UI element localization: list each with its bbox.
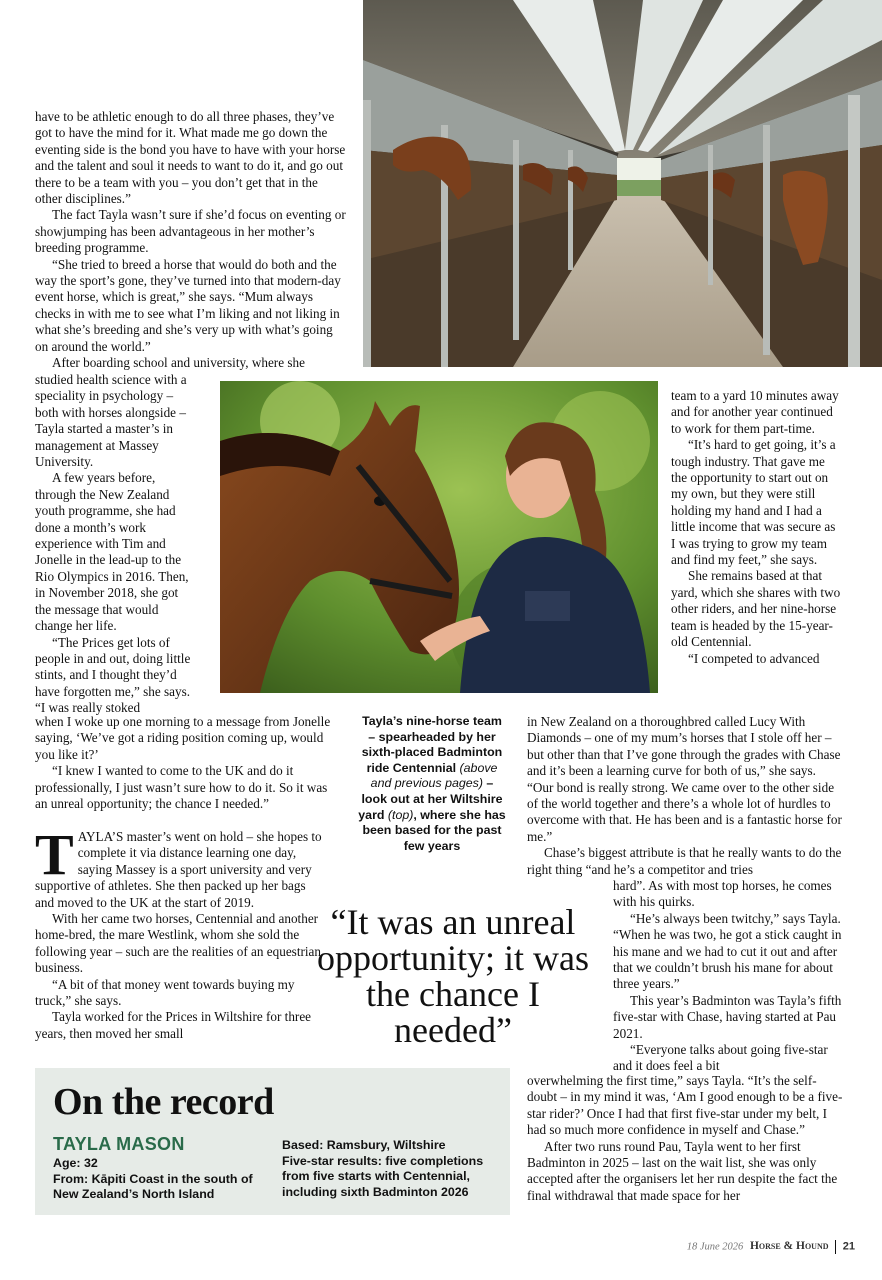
on-the-record-box (35, 1068, 510, 1215)
paragraph: have to be athletic enough to do all three phases, they’ve got to have the mind for it. What made me go down the eventing side is the bond you have to have with your horse and the talent and soul it needs to want to do it, and go out there to be a team with you – you don’t get that in the other disciplines.” (35, 109, 346, 207)
record-title: On the record (53, 1081, 274, 1123)
age-value: 32 (84, 1156, 98, 1170)
paragraph: “A bit of that money went towards buying my truck,” she says. (35, 976, 295, 1009)
paragraph: in New Zealand on a thoroughbred called Lucy With Diamonds – one of my mum’s horses that I stole off her – but other than that I’ve gone through the grades with Chase and it’s been a learning curve for both of us,” she says. “Our bond is really strong. We came over to the other side of the world together and there’s a whole lot of hurdles to overcome with that. He has been and is a fantastic horse for me.” (527, 714, 842, 844)
paragraph: team to a yard 10 minutes away and for another year continued to work for them part-time. (671, 388, 839, 436)
column-1-mid-text (35, 714, 335, 812)
based-label: Based: (282, 1138, 324, 1152)
caption-note: (top) (387, 807, 414, 822)
paragraph: She remains based at that yard, which she shares with two other riders, and her nine-horse team is headed by the 15-year-old Centennial. (671, 568, 841, 650)
paragraph: “He’s always been twitchy,” says Tayla. “When he was two, he got a stick caught in his mane and we had to cut it out and after that we couldn’t brush his mane for about three years.” (613, 910, 842, 992)
caption-text: , where she has been based for the past few years (362, 807, 506, 853)
horse-rider-photo (220, 381, 658, 693)
results-value: five completions from five starts with Centennial, including sixth Badminton 2026 (282, 1153, 484, 1199)
column-3-wide-text (527, 714, 845, 878)
record-left (53, 1156, 258, 1203)
paragraph: overwhelming the first time,” says Tayla. “It’s the self-doubt – in my mind it was, ‘Am I good enough to be a five-star rider?’ Once I had that first five-star under my belt, I had so much more confidence in myself and Chase.” (527, 1073, 843, 1138)
column-1-top-text (35, 109, 347, 372)
stable-photo (363, 0, 882, 367)
paragraph: “It’s hard to get going, it’s a tough industry. That gave me the opportunity to start out on my own, but they were still holding my hand and I had a little income that was secure as I was trying to grow my team and find my feet,” she says. (671, 437, 836, 568)
from-label: From: (53, 1171, 89, 1186)
paragraph: “She tried to breed a horse that would do both and the way the sport’s gone, they’ve turned into that modern-day event horse, which is great,” she says. “Mum always checks in with me to see what I’m liking and not liking in what she’s breeding and she’s very up with what’s going on around the world.” (35, 256, 341, 354)
column-3-narrow-text-2 (613, 878, 845, 1075)
page-number: 21 (842, 1240, 855, 1253)
paragraph: Tayla worked for the Prices in Wiltshire for three years, then moved her small (35, 1009, 312, 1041)
record-right (282, 1138, 497, 1200)
footer-date: 18 June 2026 (686, 1241, 744, 1253)
photo-caption (358, 714, 506, 854)
paragraph: “The Prices get lots of people in and out, doing little stints, and I thought they’d have forgotten me,” she says. “I was really stoked (35, 634, 191, 716)
record-name: TAYLA MASON (53, 1134, 185, 1154)
paragraph: This year’s Badminton was Tayla’s fifth five-star with Chase, having started at Pau 2021. (613, 992, 842, 1041)
paragraph: After boarding school and university, where she (52, 355, 305, 371)
caption-note: (above and previous pages) (370, 760, 498, 791)
paragraph: studied health science with a speciality in psychology – both with horses alongside – Tayla started a master’s in management at Massey University. (35, 372, 187, 470)
column-1-narrow-text (35, 372, 195, 717)
drop-cap: T (35, 822, 74, 887)
caption-text: – look out at her Wiltshire yard (358, 776, 503, 822)
caption-text: Tayla’s nine-horse team – spearheaded by her sixth-placed Badminton ride Centennial (361, 714, 503, 775)
paragraph: hard”. As with most top horses, he comes with his quirks. (613, 878, 832, 910)
column-3-wide-text-2 (527, 1073, 845, 1204)
paragraph: “Everyone talks about going five-star and it does feel a bit (613, 1042, 828, 1074)
paragraph: “I competed to advanced (688, 650, 820, 666)
from-value: Kāpiti Coast in the south of New Zealand’s North Island (53, 1171, 253, 1201)
paragraph: After two runs round Pau, Tayla went to her first Badminton in 2025 – last on the wait list, she was only accepted after the organisers let her run despite the fact the final withdrawal that made space for her (527, 1138, 838, 1203)
results-label: Five-star results: (282, 1153, 382, 1168)
paragraph: AYLA’S master’s went on hold – she hopes to complete it via distance learning one day, saying Massey is a sport university and very supportive of athletes. She then packed up her bags and moved to the UK at the start of 2019. (35, 829, 322, 910)
column-3-narrow-text (671, 388, 843, 667)
paragraph: A few years before, through the New Zealand youth programme, she had done a month’s work experience with Tim and Jonelle in the lead-up to the Rio Olympics in 2016. Then, in November 2018, she got the message that would change her life. (35, 470, 189, 634)
paragraph: “I knew I wanted to come to the UK and do it professionally, I just wasn’t sure how to do it. So it was an unreal opportunity; the chance I needed.” (35, 763, 328, 812)
pull-quote: “It was an unreal opportunity; it was the chance I needed” (317, 902, 589, 1050)
age-label: Age: (53, 1156, 81, 1170)
footer-divider (835, 1240, 836, 1254)
page-footer (640, 1240, 855, 1254)
paragraph: With her came two horses, Centennial and another home-bred, the mare Westlink, whom she sold the following year – such are the realities of an equestrian business. (35, 911, 321, 976)
paragraph: Chase’s biggest attribute is that he really wants to do the right thing “and he’s a competitor and tries (527, 845, 842, 877)
based-value: Ramsbury, Wiltshire (326, 1138, 446, 1152)
paragraph: when I woke up one morning to a message from Jonelle saying, ‘We’ve got a riding position coming up, would you like it?’ (35, 714, 331, 762)
paragraph: The fact Tayla wasn’t sure if she’d focus on eventing or showjumping has been advantageous in her mother’s breeding programme. (35, 207, 346, 256)
footer-magazine: Horse & Hound (749, 1240, 829, 1253)
column-1-dropcap-text (35, 822, 325, 1042)
